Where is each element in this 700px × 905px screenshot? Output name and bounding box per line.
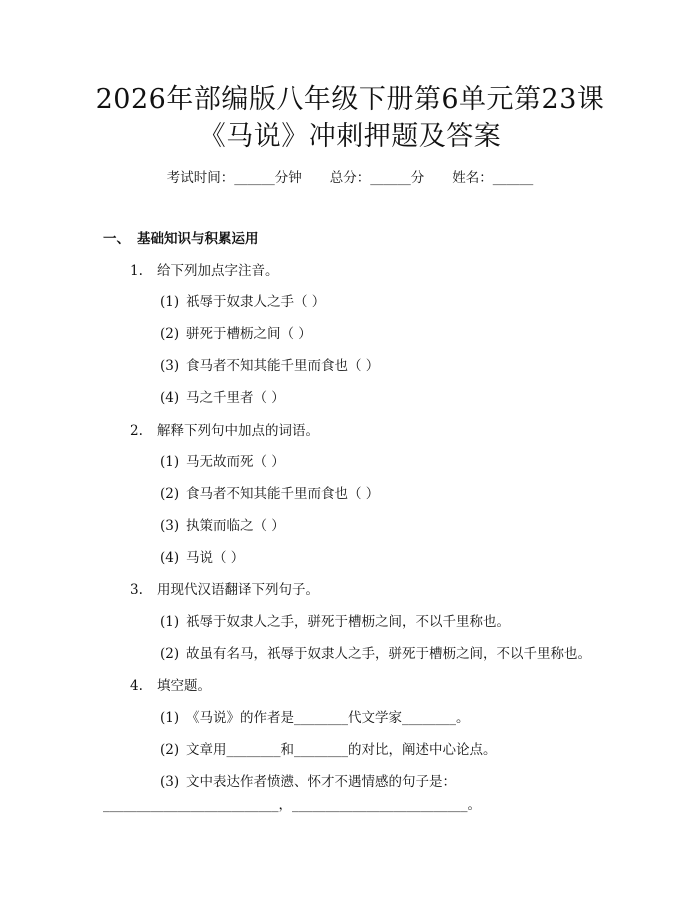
section-number: 一、 bbox=[103, 231, 130, 247]
section-title: 基础知识与积累运用 bbox=[137, 231, 259, 247]
question-4 bbox=[130, 676, 211, 696]
page-title-line2: 《马说》冲刺押题及答案 bbox=[198, 121, 502, 152]
page-title-line1: 2026年部编版八年级下册第6单元第23课 bbox=[95, 84, 605, 115]
question-number: 1. bbox=[130, 263, 143, 279]
question-2 bbox=[130, 421, 319, 441]
list-item: (2) 文章用________和________的对比，阐述中心论点。 bbox=[160, 742, 497, 758]
question-number: 4. bbox=[130, 678, 143, 694]
list-item: (2) 骈死于槽枥之间（ ） bbox=[160, 326, 312, 342]
exam-meta bbox=[0, 169, 700, 187]
question-1 bbox=[130, 261, 279, 281]
list-item: (1) 《马说》的作者是________代文学家________。 bbox=[160, 710, 470, 726]
list-item: (1) 祇辱于奴隶人之手，骈死于槽枥之间，不以千里称也。 bbox=[160, 614, 510, 630]
question-text: 给下列加点字注音。 bbox=[157, 263, 279, 279]
list-item: (4) 马之千里者（ ） bbox=[160, 390, 285, 406]
list-item: (2) 食马者不知其能千里而食也（ ） bbox=[160, 486, 380, 502]
name-field: 姓名：______ bbox=[452, 170, 534, 186]
question-3 bbox=[130, 580, 319, 600]
question-number: 2. bbox=[130, 423, 143, 439]
list-item: (3) 执策而临之（ ） bbox=[160, 518, 285, 534]
total-score-field: 总分：______分 bbox=[329, 170, 425, 186]
list-item: (3) 文中表达作者愤懑、怀才不遇情感的句子是： bbox=[160, 774, 456, 790]
list-item: (3) 食马者不知其能千里而食也（ ） bbox=[160, 358, 380, 374]
list-item: (2) 故虽有名马，祇辱于奴隶人之手，骈死于槽枥之间，不以千里称也。 bbox=[160, 646, 591, 662]
question-number: 3. bbox=[130, 582, 143, 598]
list-item: (1) 马无故而死（ ） bbox=[160, 454, 285, 470]
question-text: 填空题。 bbox=[157, 678, 211, 694]
exam-time-field: 考试时间：______分钟 bbox=[166, 170, 302, 186]
section-heading bbox=[103, 229, 259, 249]
answer-blank-line: __________________________，__________________________。 bbox=[103, 797, 481, 813]
list-item: (4) 马说（ ） bbox=[160, 550, 245, 566]
question-text: 用现代汉语翻译下列句子。 bbox=[157, 582, 319, 598]
question-text: 解释下列句中加点的词语。 bbox=[157, 423, 319, 439]
list-item: (1) 祇辱于奴隶人之手（ ） bbox=[160, 294, 326, 310]
